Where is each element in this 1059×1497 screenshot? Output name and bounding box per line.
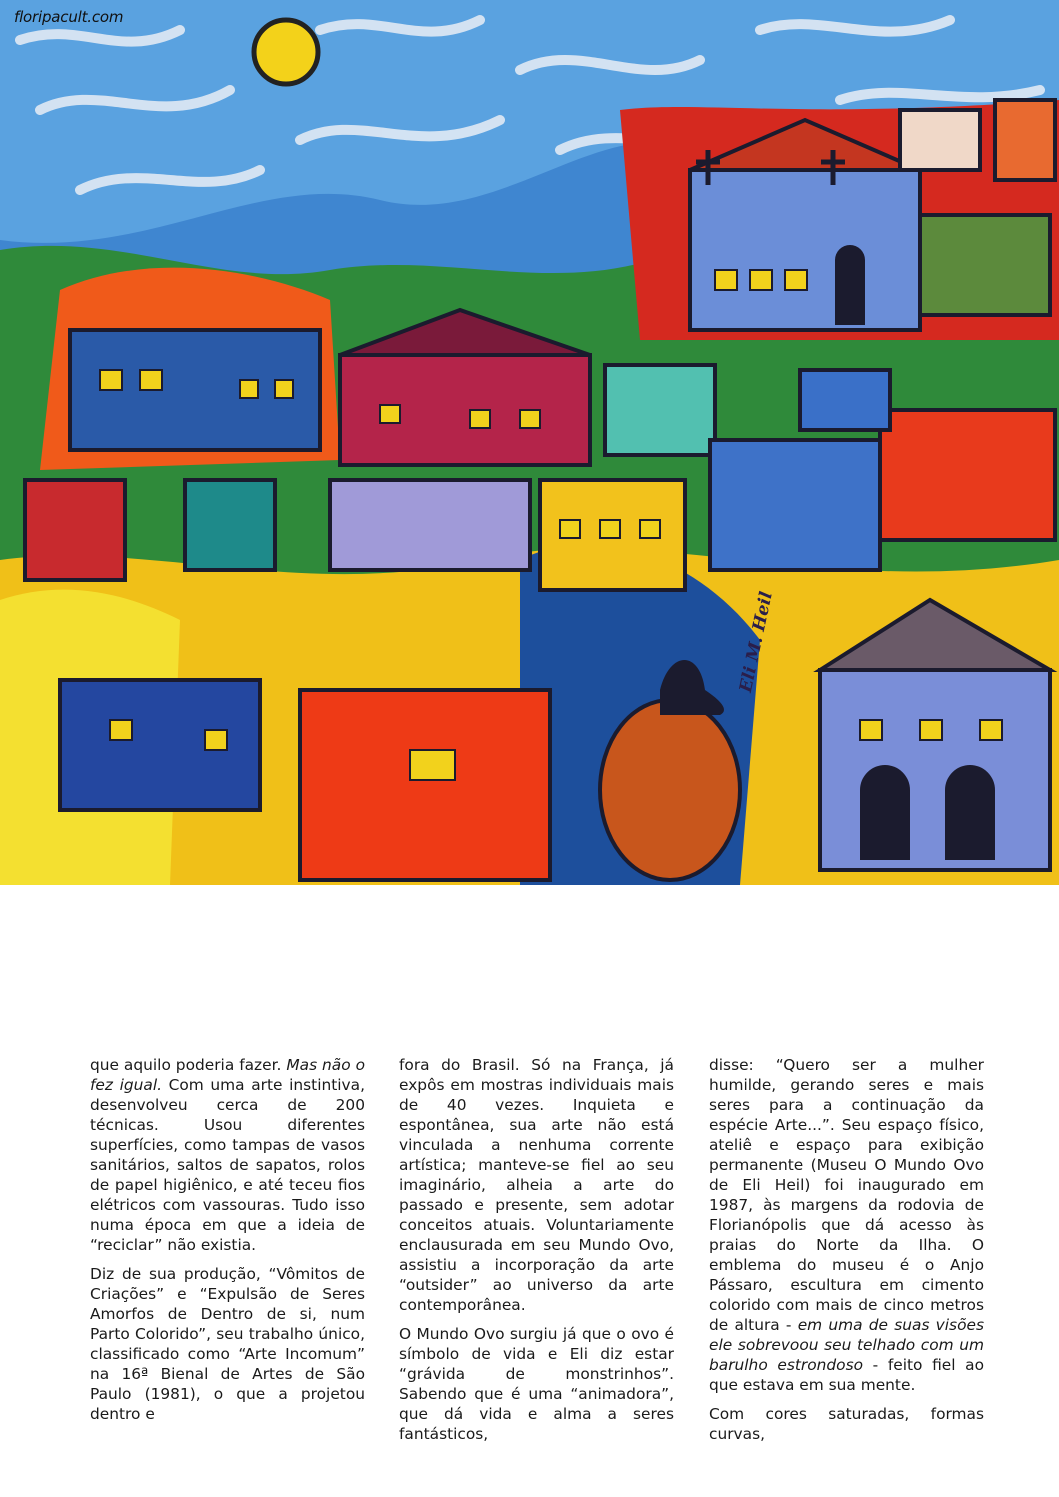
paragraph: Com cores saturadas, formas curvas,: [709, 1405, 984, 1443]
emphasis-text: Mas não o fez igual.: [90, 1056, 365, 1094]
paragraph: O Mundo Ovo surgiu já que o ovo é símbolo de vida e Eli diz estar “grávida de monstrinhos”. Sabendo que é uma “animadora”, que dá vida e alma a seres fantásticos,: [399, 1325, 674, 1443]
text-run: - feito fiel ao que estava em sua mente.: [709, 1356, 985, 1394]
article-body: [0, 1055, 1059, 1475]
text-column-3: [709, 1055, 984, 1453]
paragraph: fora do Brasil. Só na França, já expôs em mostras individuais mais de 40 vezes. Inquieta e espontânea, sua arte não está vinculada a nenhuma corrente artística; manteve-se fiel ao seu imaginário, alheia a arte do passado e presente, sem adotar conceitos atuais. Voluntariamente enclausurada em seu Mundo Ovo, assistiu a incorporação da arte “outsider” ao universo da arte contemporânea.: [399, 1056, 674, 1314]
paragraph: [90, 1055, 365, 1255]
text-run: Com uma arte instintiva, desenvolveu cerca de 200 técnicas. Usou diferentes superfícies, como tampas de vasos sanitários, saltos de sapatos, rolos de papel higiênico, e até teceu fios elétricos com vassouras. Tudo isso numa época em que a ideia de “reciclar” não existia.: [90, 1076, 365, 1254]
site-watermark: floripacult.com: [14, 8, 124, 26]
emphasis-text: em uma de suas visões ele sobrevoou seu telhado com um barulho estrondoso: [709, 1316, 984, 1374]
text-run: que aquilo poderia fazer.: [90, 1056, 287, 1074]
text-run: disse: “Quero ser a mulher humilde, gerando seres e mais seres para a continuação da espécie Arte...”. Seu espaço físico, ateliê e espaço para exibição permanente (Museu O Mundo Ovo de Eli Heil) foi inaugurado em 1987, às margens da rodovia de Florianópolis que dá acesso às praias do Norte da Ilha. O emblema do museu é o Anjo Pássaro, escultura em cimento colorido com mais de cinco metros de altura -: [709, 1056, 984, 1334]
text-column-2: [399, 1055, 674, 1453]
artist-signature: Eli M. Heil: [736, 589, 777, 695]
paragraph: [709, 1055, 984, 1395]
text-column-1: [90, 1055, 365, 1433]
paragraph: Diz de sua produção, “Vômitos de Criações” e “Expulsão de Seres Amorfos de Dentro de si, num Parto Colorido”, seu trabalho único, classificado como “Arte Incomum” na 16ª Bienal de Artes de São Paulo (1981), o que a projetou dentro e: [90, 1265, 365, 1423]
